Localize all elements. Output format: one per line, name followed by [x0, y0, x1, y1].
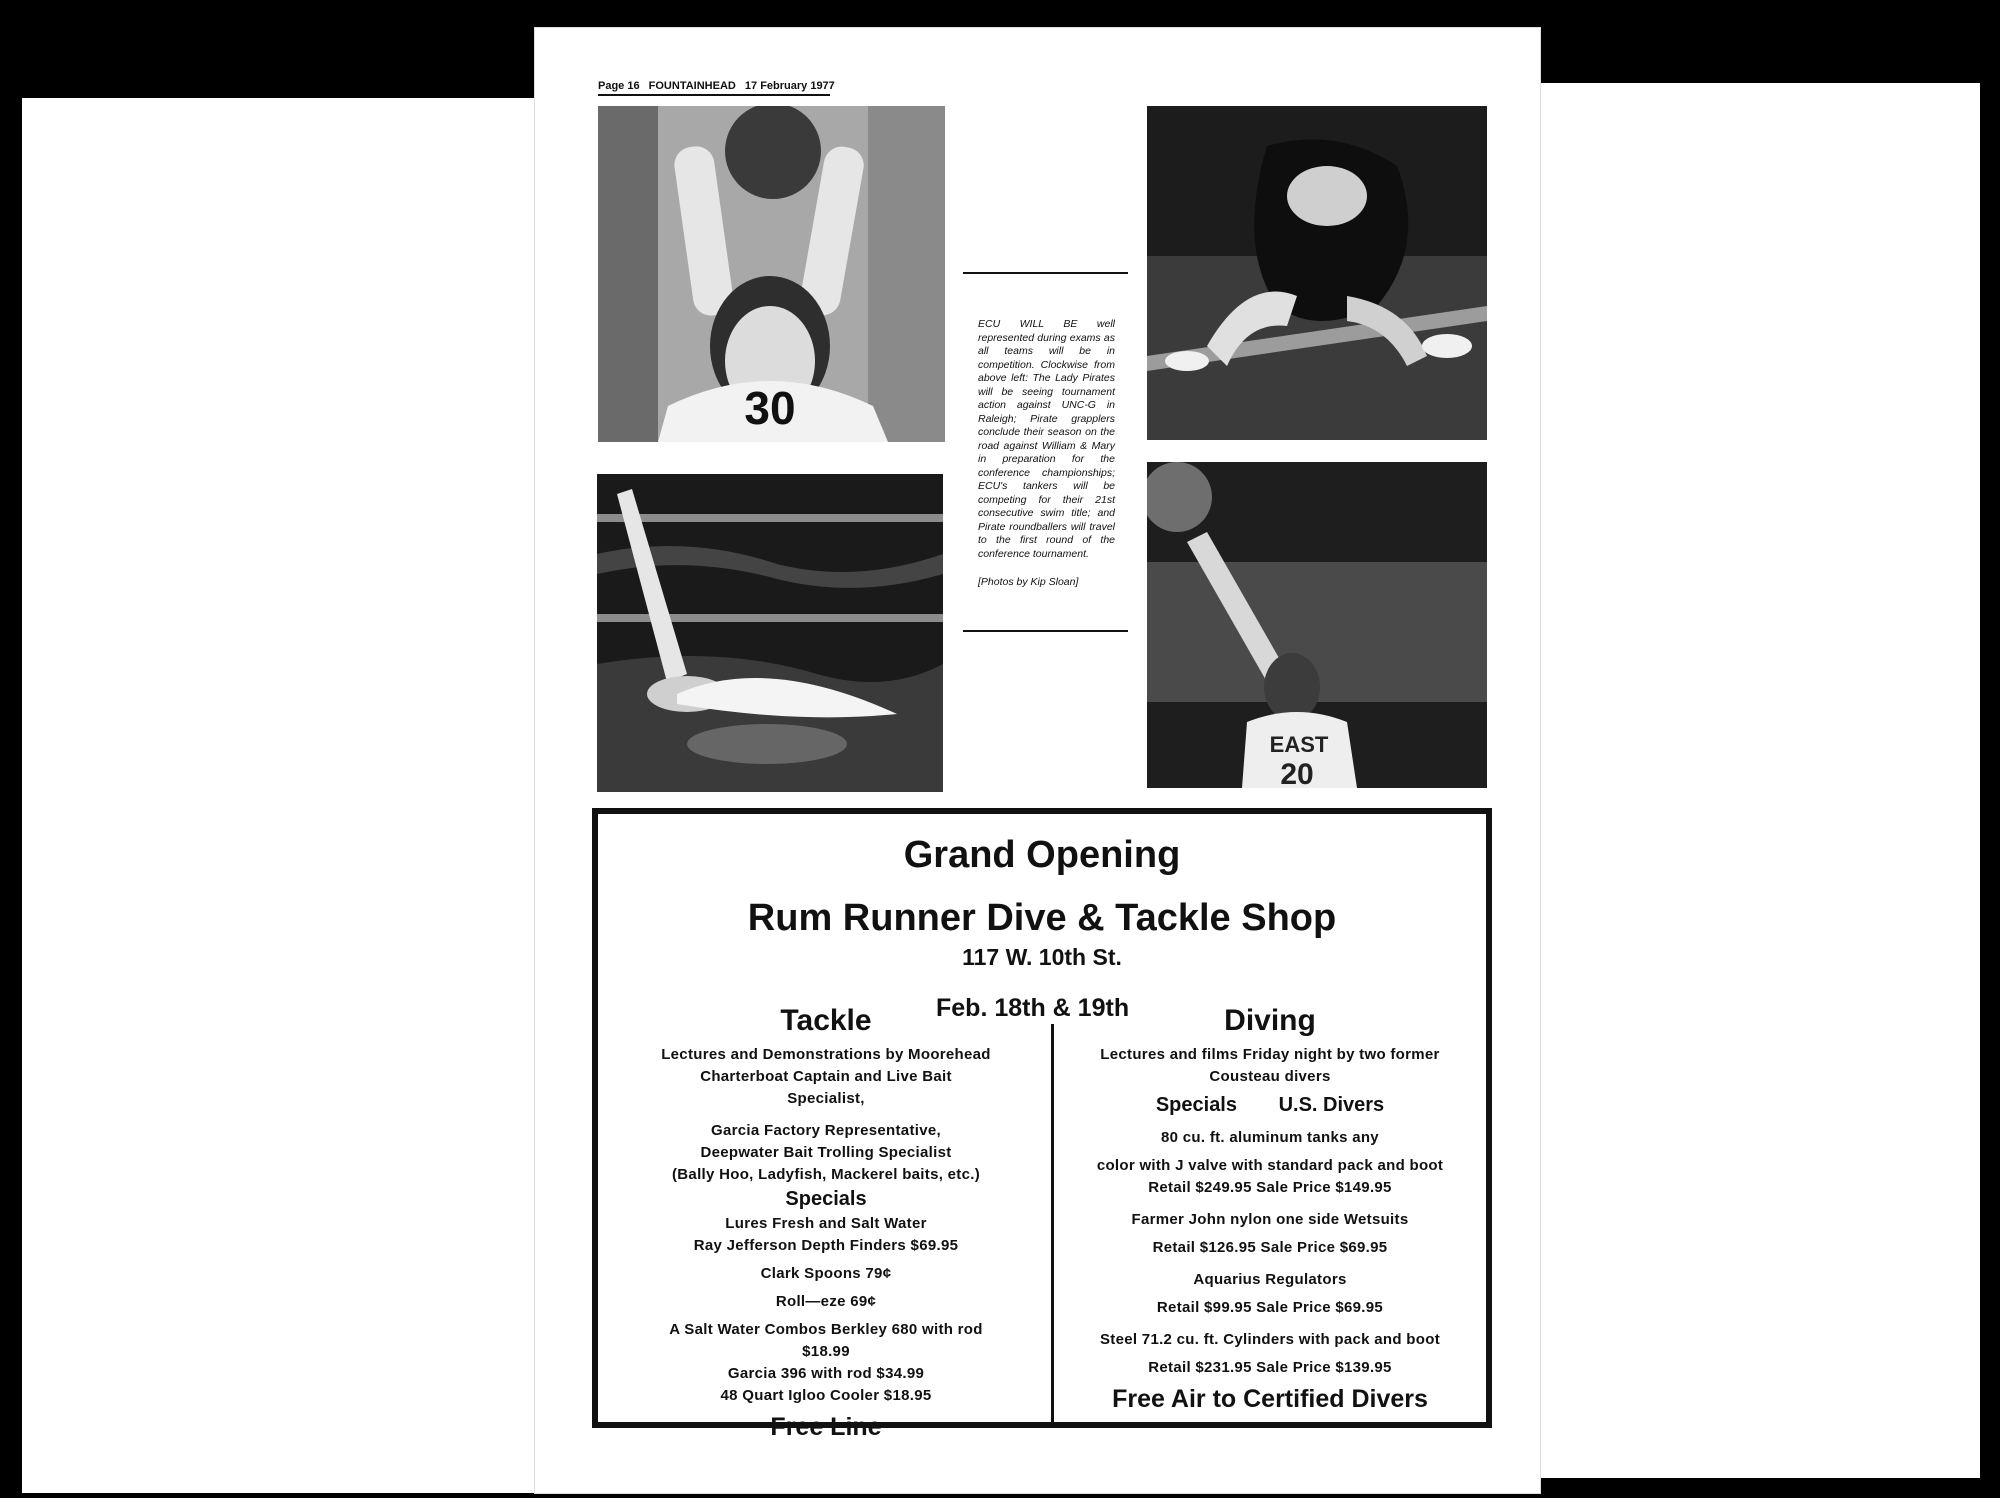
photo-ecu-tankers-swimming	[597, 474, 943, 792]
ad-shop-name: Rum Runner Dive & Tackle Shop	[747, 897, 1337, 939]
diving-specials-row	[1060, 1094, 1480, 1117]
paper-name: FOUNTAINHEAD	[648, 80, 736, 92]
photo-caption: ECU WILL BE well represented during exams as all teams will be in competition. Clockwise from above left: The Lady Pirates will be seeing tournament action against UNC-G in Raleigh; Pirate grapplers conclude their season on the road against William & Mary in preparation for the conference championships; ECU's tankers will be competing for their 21st consecutive swim title; and Pirate roundballers will travel to the first round of the conference tournament.	[978, 318, 1115, 560]
diving-line: Lectures and films Friday night by two former	[1100, 1046, 1440, 1063]
ad-title: Grand Opening	[903, 834, 1181, 876]
diving-item: Retail $249.95 Sale Price $149.95	[1148, 1179, 1392, 1196]
tackle-special-item: A Salt Water Combos Berkley 680 with rod	[669, 1321, 983, 1338]
jersey-number-2: 20	[1280, 758, 1314, 788]
diving-line: Cousteau divers	[1209, 1068, 1331, 1085]
tackle-line: Lectures and Demonstrations by Moorehead	[661, 1046, 991, 1063]
tackle-special-item: Roll—eze 69¢	[775, 1293, 877, 1310]
ad-address: 117 W. 10th St.	[962, 944, 1122, 970]
tackle-special-item: Ray Jefferson Depth Finders $69.95	[693, 1237, 959, 1254]
issue-date: 17 February 1977	[744, 80, 835, 92]
diving-item: Retail $231.95 Sale Price $139.95	[1148, 1359, 1392, 1376]
photo-lady-pirates-basketball	[598, 106, 945, 442]
background-sheet-right	[1540, 83, 1980, 1478]
diving-specials-label: Specials	[1155, 1094, 1237, 1116]
background-sheet-left	[22, 98, 542, 1493]
jersey-number: 30	[744, 382, 796, 434]
diving-item: Farmer John nylon one side Wetsuits	[1131, 1211, 1409, 1228]
ad-column-divider	[1051, 1024, 1054, 1422]
advertisement-rum-runner	[592, 808, 1492, 1441]
tackle-heading: Tackle	[780, 1004, 872, 1037]
diving-heading: Diving	[1224, 1004, 1316, 1037]
tackle-special-item: Clark Spoons 79¢	[760, 1265, 892, 1282]
photo-pirate-roundballers-basketball	[1147, 462, 1487, 788]
ad-dates: Feb. 18th & 19th	[936, 994, 1130, 1022]
photo-pirate-grapplers-wrestling	[1147, 106, 1487, 440]
photo-credit: [Photos by Kip Sloan]	[978, 576, 1079, 588]
diving-item: color with J valve with standard pack and boot	[1096, 1157, 1444, 1174]
tackle-line: Charterboat Captain and Live Bait	[700, 1068, 952, 1085]
tackle-line: Specialist,	[787, 1090, 865, 1107]
tackle-special-item: Garcia 396 with rod $34.99	[727, 1365, 925, 1382]
diving-item: Retail $99.95 Sale Price $69.95	[1156, 1299, 1384, 1316]
caption-rule-bottom	[963, 630, 1128, 632]
tackle-line: Garcia Factory Representative,	[711, 1122, 941, 1139]
tackle-specials-heading: Specials	[785, 1188, 867, 1210]
diving-item: 80 cu. ft. aluminum tanks any	[1161, 1129, 1379, 1146]
tackle-special-item: $18.99	[802, 1343, 850, 1360]
diving-item: Retail $126.95 Sale Price $69.95	[1152, 1239, 1388, 1256]
tackle-special-item: Lures Fresh and Salt Water	[725, 1215, 927, 1232]
page-header	[598, 80, 835, 96]
diving-item: Steel 71.2 cu. ft. Cylinders with pack and boot	[1099, 1331, 1440, 1348]
diving-item: Aquarius Regulators	[1193, 1271, 1347, 1288]
jersey-team: EAST	[1269, 732, 1329, 757]
tackle-line: Deepwater Bait Trolling Specialist	[700, 1144, 952, 1161]
diving-brand: U.S. Divers	[1278, 1094, 1385, 1116]
diving-column	[1060, 1004, 1480, 1414]
tackle-line: (Bally Hoo, Ladyfish, Mackerel baits, etc.)	[672, 1166, 980, 1183]
tackle-footer: Free Line	[770, 1413, 882, 1441]
tackle-special-item: 48 Quart Igloo Cooler $18.95	[720, 1387, 932, 1404]
diving-footer: Free Air to Certified Divers	[1112, 1385, 1428, 1413]
tackle-column	[608, 1004, 1044, 1442]
page-number: Page 16	[598, 80, 640, 92]
caption-rule-top	[963, 272, 1128, 274]
